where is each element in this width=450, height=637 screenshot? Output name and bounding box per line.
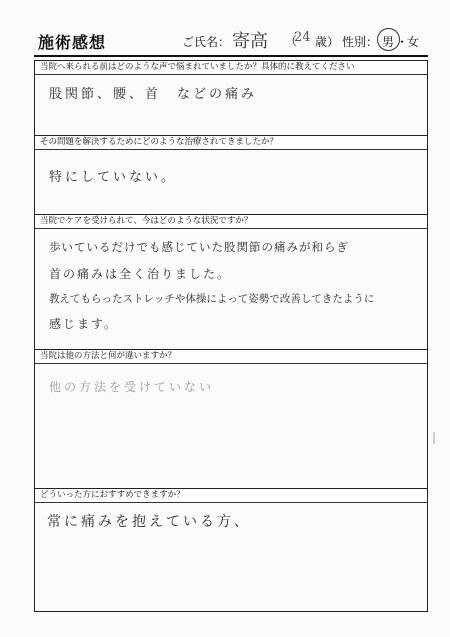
gender-male-label: 男 [382,35,395,49]
answer-3-line-4: 感じます。 [49,317,119,331]
name-value: 寄高 [232,31,268,52]
answer-3 [35,229,427,349]
form-header [32,30,428,52]
header-rule [34,55,428,57]
question-3: 当院でケアを受けられて、今はどのような状況ですか？ [35,215,427,229]
questionnaire-table [34,60,428,612]
answer-4 [35,364,427,488]
form-title: 施術感想 [38,33,107,52]
gender-separator: ・ [396,35,409,49]
question-4: 当院は他の方法と何が違いますか？ [35,350,427,364]
answer-3-line-2: 首の痛みは全く治りました。 [49,267,232,281]
name-label: ご氏名： [182,35,231,49]
gender-label: 性別： [342,35,379,49]
answer-5 [35,503,427,611]
gender-female-label: 女 [407,35,420,49]
question-1: 当院へ来られる前はどのような声で悩まれていましたか？具体的に教えてください [35,61,427,75]
answer-3-line-1: 歩いているだけでも感じていた股関節の痛みが和らぎ [49,240,349,254]
gender-male-option [382,33,394,50]
age-unit: 歳） [315,35,340,49]
scan-mark [433,432,435,444]
answer-1-line-1: 股関節、腰、首 などの痛み [49,87,258,102]
answer-1 [35,75,427,135]
age-paren-open: （ [285,34,298,48]
answer-4-line-1: 他の方法を受けていない [49,380,215,394]
answer-2-line-1: 特にしていない。 [49,170,178,185]
age-value: 24 [294,30,311,45]
answer-5-line-1: 常に痛みを抱えている方、 [47,514,251,530]
question-2: その問題を解決するためにどのような治療されてきましたか？ [35,136,427,150]
answer-3-line-3: 教えてもらったストレッチや体操によって姿勢で改善してきたように [49,293,375,305]
answer-2 [35,150,427,214]
question-5: どういった方におすすめできますか？ [35,489,427,503]
